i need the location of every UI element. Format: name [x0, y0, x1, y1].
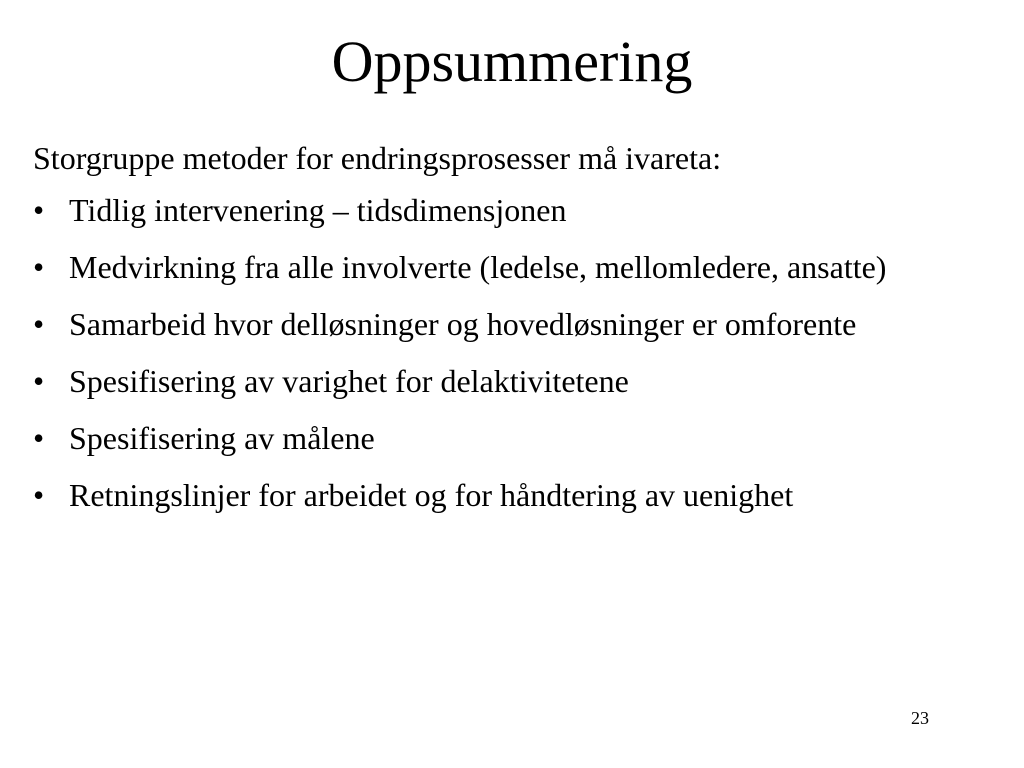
- slide-body: [33, 136, 933, 530]
- bullet-icon: •: [33, 306, 45, 342]
- bullet-item: [33, 245, 933, 289]
- bullet-item: [33, 473, 933, 517]
- bullet-icon: •: [33, 192, 45, 228]
- bullet-text: Spesifisering av målene: [69, 420, 375, 456]
- bullet-icon: •: [33, 363, 45, 399]
- page-number: 23: [911, 708, 929, 728]
- bullet-icon: •: [33, 249, 45, 285]
- bullet-icon: •: [33, 477, 45, 513]
- bullet-item: [33, 359, 933, 403]
- slide-title: Oppsummering: [331, 29, 693, 94]
- bullet-icon: •: [33, 420, 45, 456]
- bullet-item: [33, 416, 933, 460]
- bullet-item: [33, 302, 933, 346]
- bullet-text: Retningslinjer for arbeidet og for håndtering av uenighet: [69, 477, 794, 513]
- bullet-text: Tidlig intervenering – tidsdimensjonen: [69, 192, 567, 228]
- bullet-text: Spesifisering av varighet for delaktivitetene: [69, 363, 629, 399]
- bullet-text: Medvirkning fra alle involverte (ledelse, mellomledere, ansatte): [69, 249, 887, 285]
- bullet-text: Samarbeid hvor delløsninger og hovedløsninger er omforente: [69, 306, 857, 342]
- bullet-item: [33, 188, 933, 232]
- intro-text: Storgruppe metoder for endringsprosesser må ivareta:: [33, 140, 722, 176]
- bullet-list: [33, 188, 933, 517]
